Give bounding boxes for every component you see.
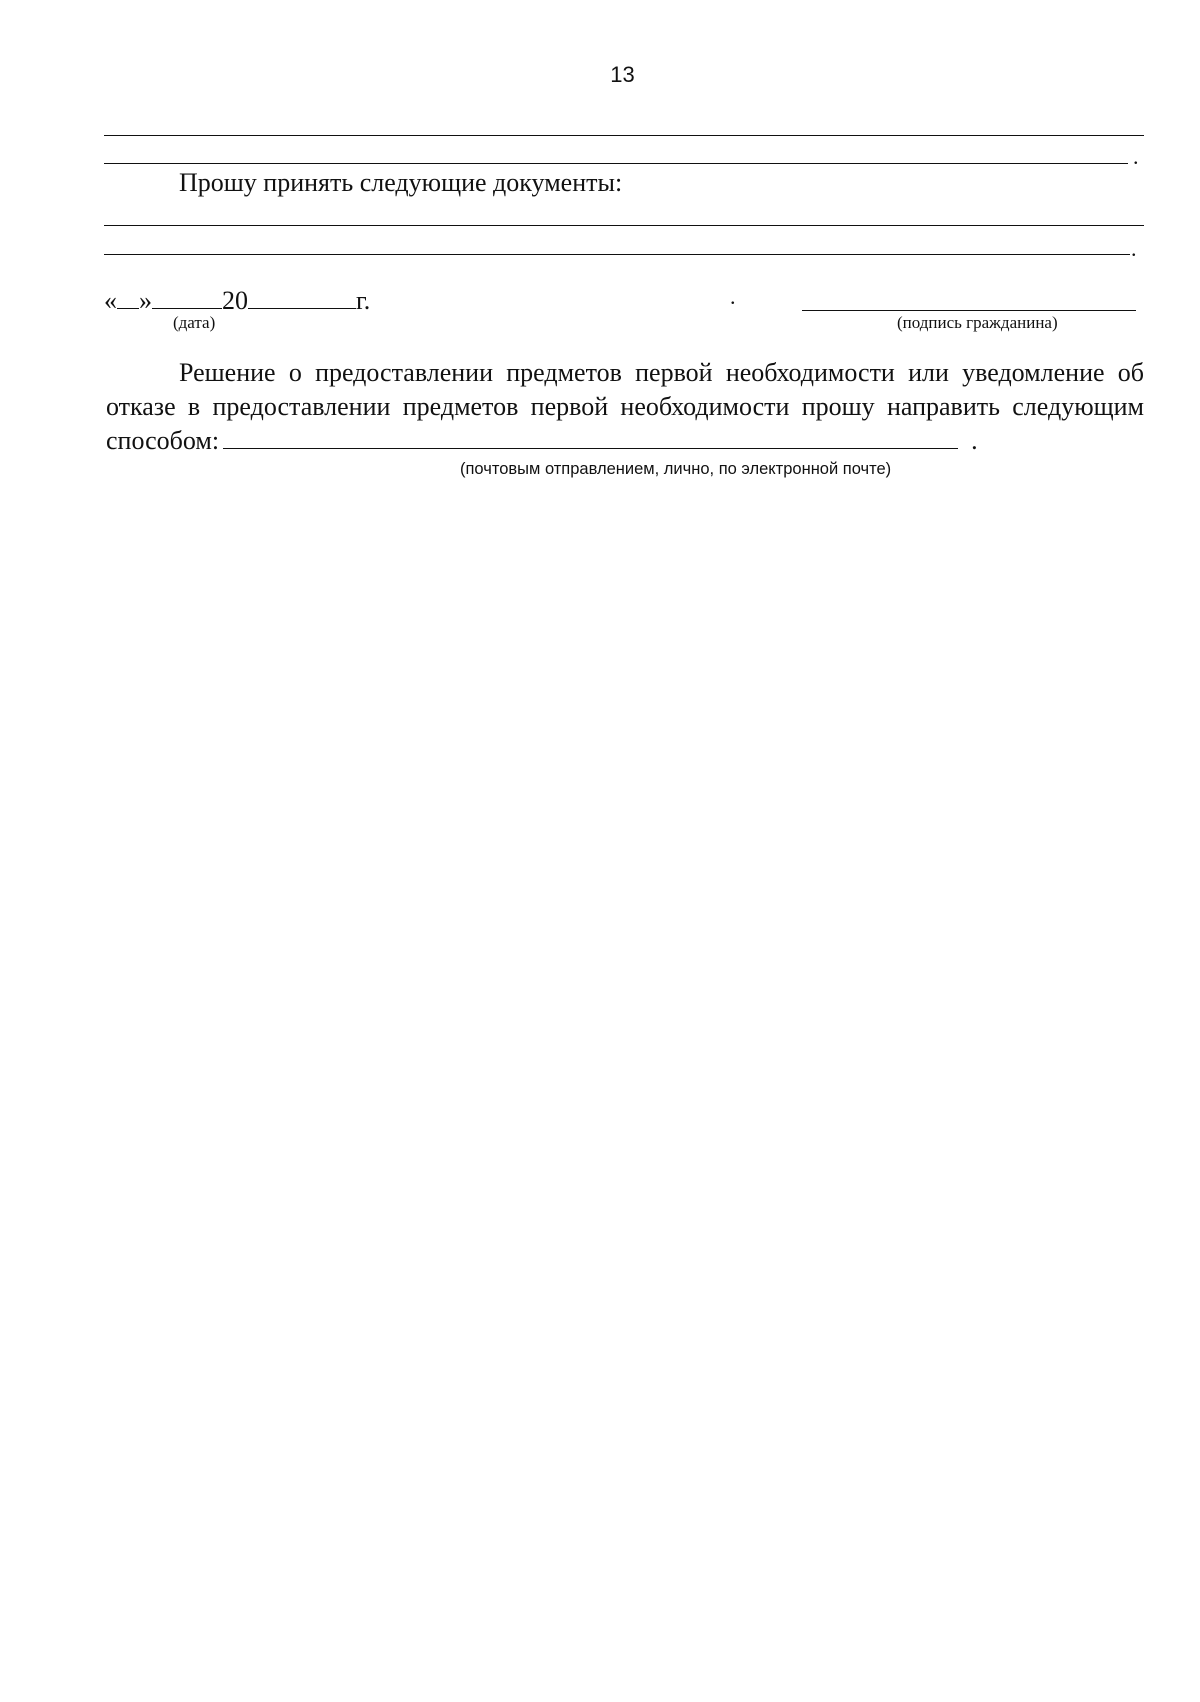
year-prefix: 20 [222,286,248,315]
blank-line-1 [104,135,1144,136]
delivery-method-caption: (почтовым отправлением, лично, по электронной почте) [460,460,892,478]
day-blank [117,288,139,309]
line-end-period: . [1133,144,1139,169]
documents-line-1 [104,225,1144,226]
month-blank [152,288,222,309]
documents-line-period: . [1131,236,1137,261]
delivery-method-blank [223,426,958,449]
year-blank [248,288,356,309]
year-suffix: г. [356,286,371,315]
page-number: 13 [610,62,635,87]
paragraph-end-period: . [971,426,978,455]
date-open-quote: « [104,286,117,315]
date-close-quote: » [139,286,152,315]
documents-line-2 [104,254,1130,255]
date-field [104,286,370,316]
date-caption: (дата) [173,313,216,332]
blank-line-2 [104,163,1128,164]
signature-caption: (подпись гражданина) [897,313,1058,332]
decision-paragraph [106,356,1144,458]
documents-request-text: Прошу принять следующие документы: [179,168,623,197]
signature-line [802,310,1136,311]
stray-dot: . [730,284,736,309]
decision-paragraph-text: Решение о предоставлении предметов первой необходимости или уведомление об отказе в предоставлении предметов первой необходимости прошу направить следующим способом: [106,358,1144,455]
